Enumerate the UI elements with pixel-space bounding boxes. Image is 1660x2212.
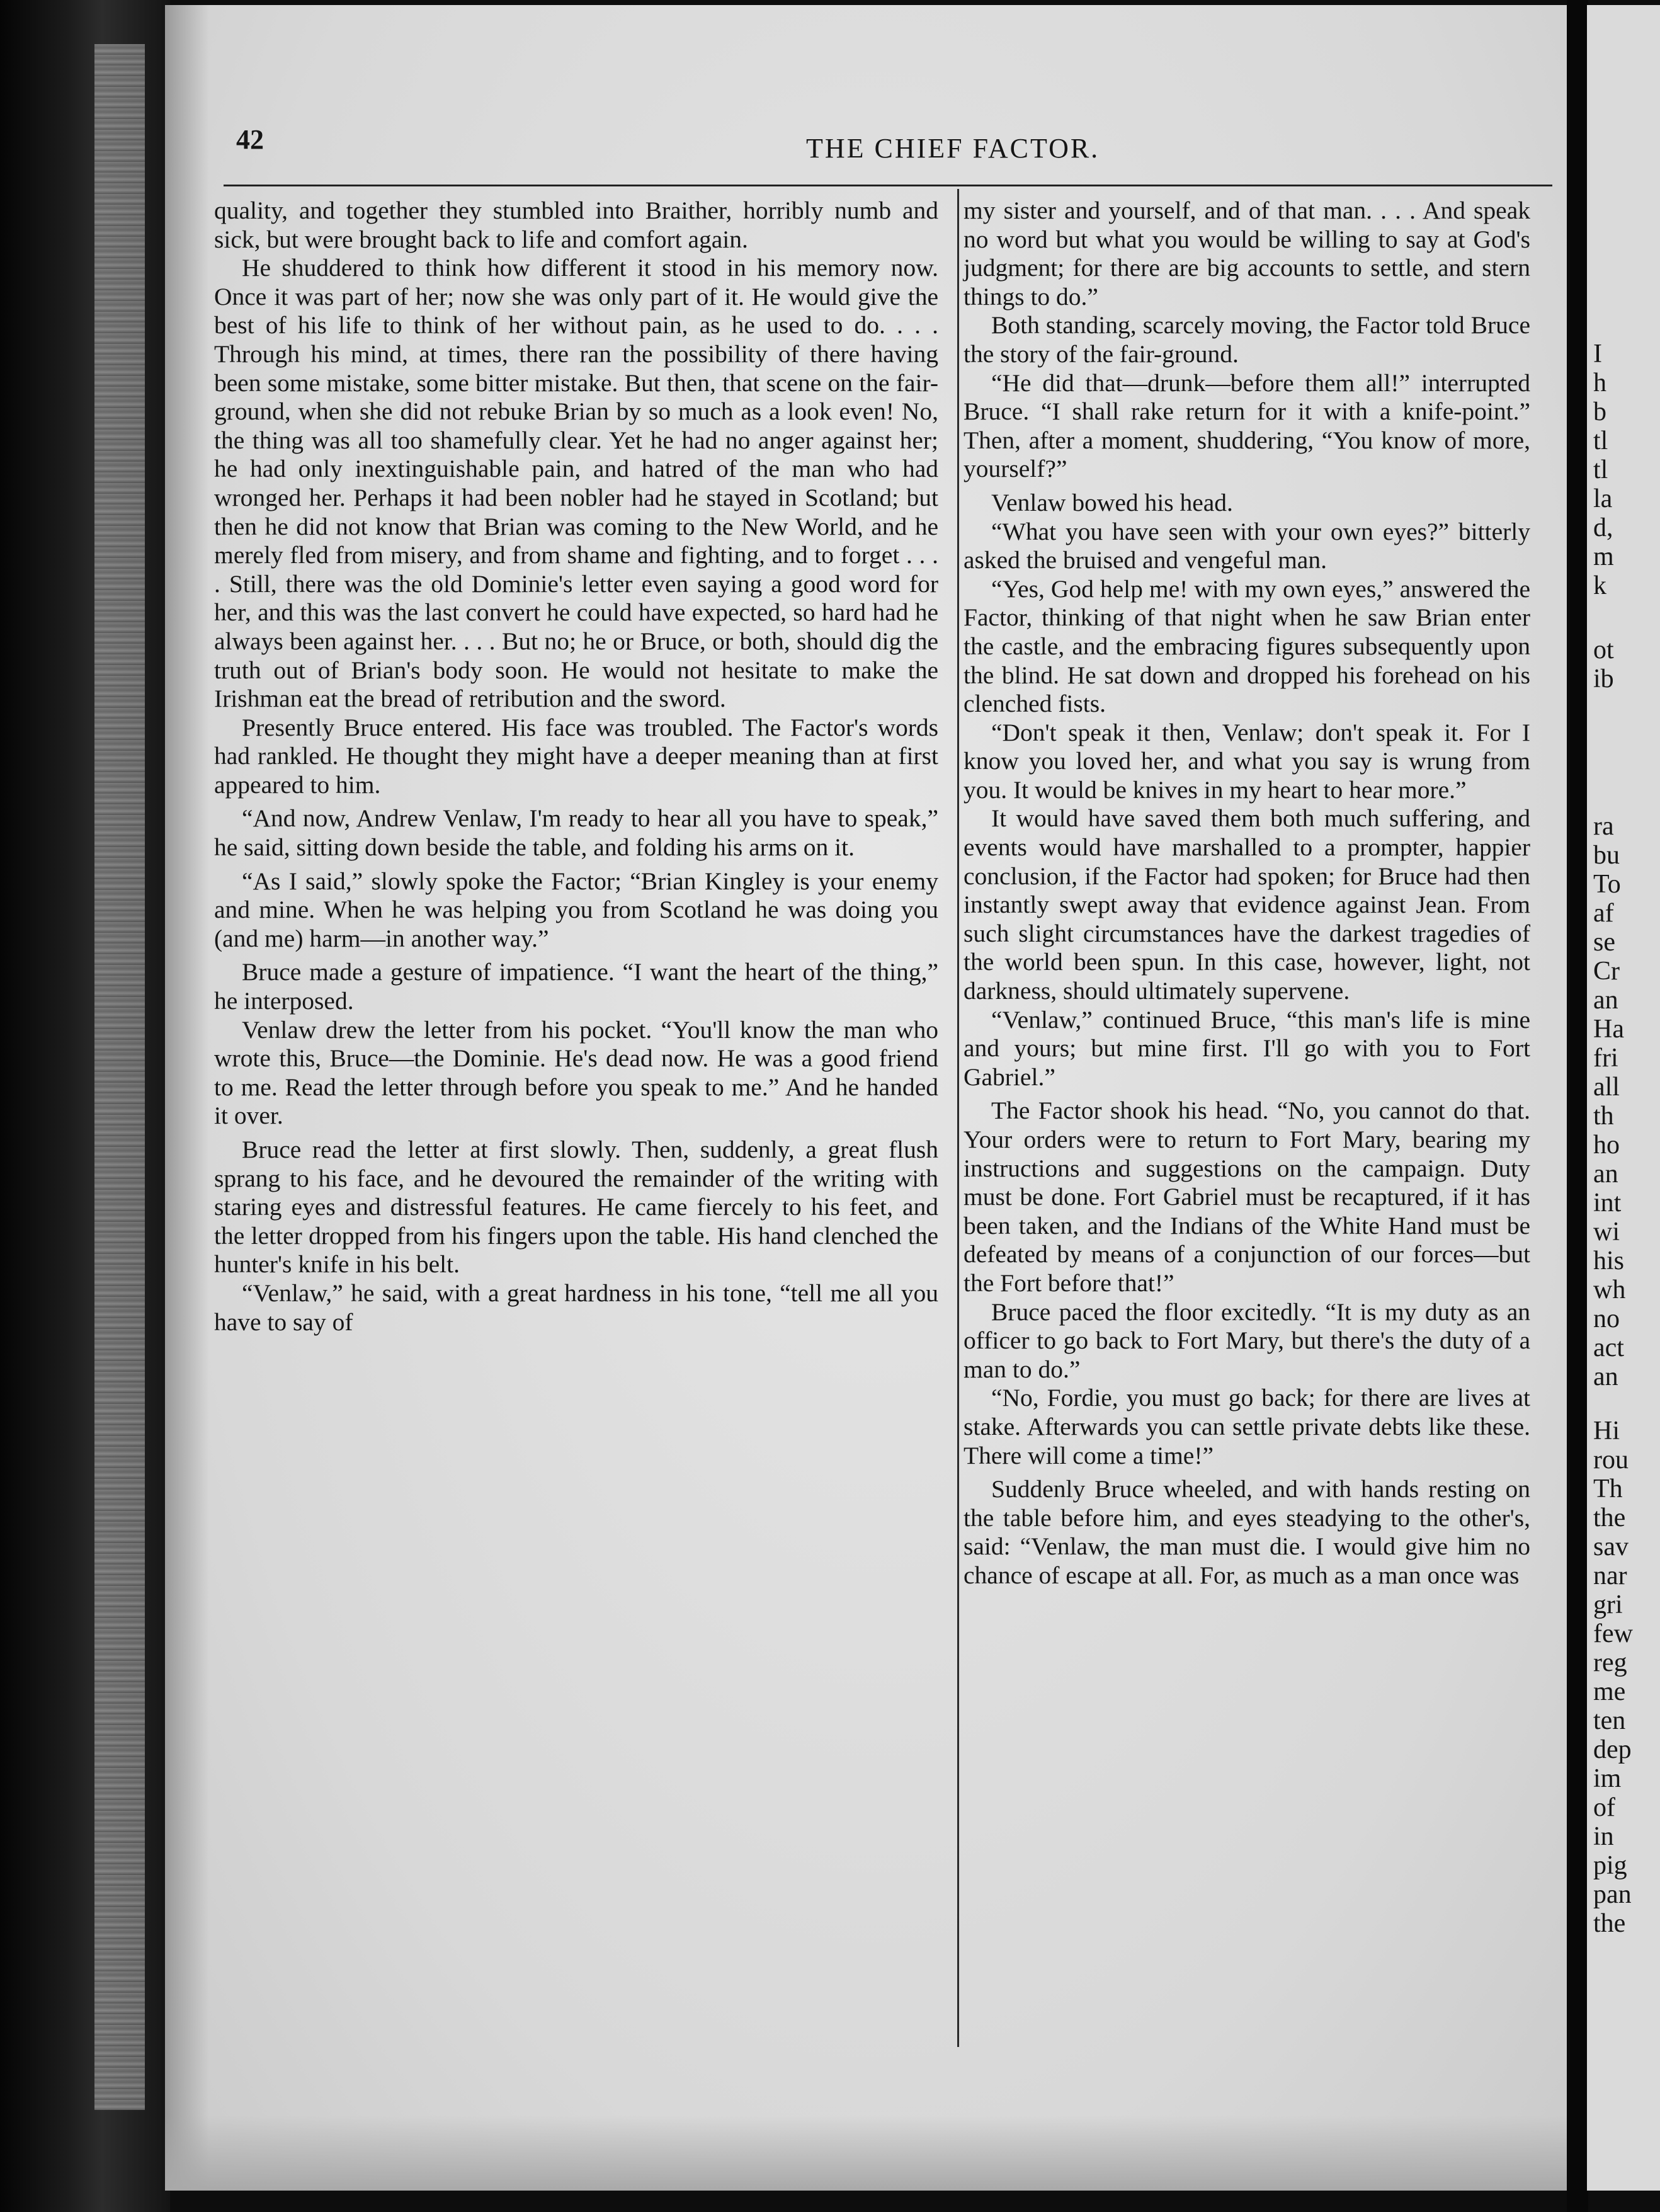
gutter-shadow (165, 5, 209, 2191)
next-page-fragment: tl (1593, 426, 1608, 455)
next-page-fragment: his (1593, 1246, 1625, 1275)
next-page-fragment: the (1593, 1909, 1626, 1938)
next-page-fragment: pan (1593, 1880, 1632, 1909)
paragraph: Suddenly Bruce wheeled, and with hands resting on the table before him, and eyes steadying to the other's, said: “Venlaw, the man must die. I would give him no chance of escape at all. For, as much as a man once was (964, 1475, 1530, 1589)
next-page-fragment: few (1593, 1619, 1633, 1648)
next-page-fragment: la (1593, 484, 1613, 513)
next-page-fragment: d, (1593, 513, 1613, 542)
next-page-fragment: m (1593, 542, 1614, 571)
next-page-fragment: tl (1593, 455, 1608, 484)
next-page-fragment: in (1593, 1822, 1614, 1851)
next-page-fragment: an (1593, 986, 1618, 1015)
next-page-fragment: me (1593, 1677, 1626, 1706)
next-page-fragment: Cr (1593, 957, 1620, 986)
paragraph: Bruce made a gesture of impatience. “I want the heart of the thing,” he interposed. (214, 958, 938, 1015)
next-page-fragment: all (1593, 1073, 1620, 1102)
next-page-fragment: Ha (1593, 1015, 1624, 1044)
page-number: 42 (236, 124, 264, 155)
next-page-fragment: of (1593, 1793, 1615, 1822)
page-bottom-shadow (165, 2115, 1581, 2191)
next-page-fragment: nar (1593, 1561, 1627, 1590)
next-page-edge (1587, 5, 1660, 2191)
next-page-fragment: ten (1593, 1706, 1626, 1735)
next-page-fragment: th (1593, 1102, 1614, 1131)
next-page-fragment: reg (1593, 1648, 1627, 1677)
next-page-fragment: rou (1593, 1445, 1629, 1474)
paragraph: Both standing, scarcely moving, the Factor told Bruce the story of the fair-ground. (964, 311, 1530, 368)
page-gap (1567, 0, 1588, 2212)
book-title: THE CHIEF FACTOR. (806, 133, 1100, 164)
next-page-fragment: Hi (1593, 1417, 1620, 1445)
next-page-fragment: wh (1593, 1275, 1626, 1304)
next-page-fragment: af (1593, 899, 1614, 928)
paragraph: Bruce read the letter at first slowly. Then, suddenly, a great flush sprang to his face, and he devoured the remainder of the writing with staring eyes and distressful features. He came fiercely to his feet, and the letter dropped from his fingers upon the table. His hand clenched the hunter's knife in his belt. (214, 1136, 938, 1279)
running-head (0, 123, 1660, 168)
next-page-fragment: k (1593, 571, 1606, 600)
right-column (964, 197, 1530, 2055)
next-page-fragment: fri (1593, 1044, 1618, 1073)
next-page-fragment: se (1593, 928, 1615, 957)
next-page-fragment: sav (1593, 1532, 1629, 1561)
paragraph: The Factor shook his head. “No, you cannot do that. Your orders were to return to Fort Mary, bearing my instructions and suggestions on the campaign. Duty must be done. Fort Gabriel must be recaptured, if it has been taken, and the Indians of the White Hand must be defeated by means of a conjunction of our forces—but the Fort before that!” (964, 1097, 1530, 1297)
paragraph: “What you have seen with your own eyes?” bitterly asked the bruised and vengeful man. (964, 517, 1530, 574)
next-page-fragment: dep (1593, 1735, 1632, 1764)
paragraph: “Venlaw,” he said, with a great hardness in his tone, “tell me all you have to say of (214, 1279, 938, 1336)
next-page-fragment: ib (1593, 664, 1614, 693)
next-page-fragment: pig (1593, 1851, 1627, 1880)
paragraph: Venlaw drew the letter from his pocket. “You'll know the man who wrote this, Bruce—the Dominie. He's dead now. He was a good friend to me. Read the letter through before you speak to me.” And he handed it over. (214, 1015, 938, 1130)
column-divider (957, 189, 959, 2047)
paragraph: He shuddered to think how different it stood in his memory now. Once it was part of her; now she was only part of it. He would give the best of his life to think of her without pain, as he used to do. . . . Through his mind, at times, there ran the possibility of there having been some mistake, some bitter mistake. But then, that scene on the fair-ground, when she did not rebuke Brian by so much as a look even! No, the thing was all too shamefully clear. Yet he had no anger against her; he had only inextinguishable pain, and hatred of the man who had wronged her. Perhaps it had been nobler had he stayed in Scotland; but then he did not know that Brian was coming to the New World, and he merely fled from misery, and from shame and fighting, and to forget . . . . Still, there was the old Dominie's letter even saying a good word for her, and this was the last convert he could have expected, so hard had he always been against her. . . . But no; he or Bruce, or both, should dig the truth out of Brian's body soon. He would not hesitate to make the Irishman eat the bread of retribution and the sword. (214, 254, 938, 713)
next-page-fragment: int (1593, 1189, 1622, 1217)
next-page-fragment: Th (1593, 1474, 1623, 1503)
book-spine (0, 0, 170, 2212)
next-page-fragment: gri (1593, 1590, 1623, 1619)
next-page-fragment: act (1593, 1333, 1624, 1362)
header-rule (224, 185, 1552, 186)
paragraph: “Venlaw,” continued Bruce, “this man's life is mine and yours; but mine first. I'll go with you to Fort Gabriel.” (964, 1005, 1530, 1091)
next-page-fragment: an (1593, 1362, 1618, 1391)
paragraph: Bruce paced the floor excitedly. “It is my duty as an officer to go back to Fort Mary, but there's the duty of a man to do.” (964, 1297, 1530, 1383)
paragraph: “Yes, God help me! with my own eyes,” answered the Factor, thinking of that night when he saw Brian enter the castle, and the embracing figures subsequently upon the blind. He sat down and dropped his forehead on his clenched fists. (964, 574, 1530, 718)
paragraph: my sister and yourself, and of that man. . . . And speak no word but what you would be willing to say at God's judgment; for there are big accounts to settle, and stern things to do.” (964, 197, 1530, 311)
paragraph: “Don't speak it then, Venlaw; don't speak it. For I know you loved her, and what you say is wrung from you. It would be knives in my heart to hear more.” (964, 718, 1530, 804)
page-edges (94, 44, 145, 2110)
paragraph: Presently Bruce entered. His face was troubled. The Factor's words had rankled. He thought they might have a deeper meaning than at first appeared to him. (214, 713, 938, 799)
paragraph: “As I said,” slowly spoke the Factor; “Brian Kingley is your enemy and mine. When he was helping you from Scotland he was doing you (and me) harm—in another way.” (214, 867, 938, 952)
next-page-fragment: ot (1593, 636, 1614, 664)
paragraph: quality, and together they stumbled into Braither, horribly numb and sick, but were brought back to life and comfort again. (214, 197, 938, 253)
next-page-fragment: bu (1593, 841, 1620, 870)
next-page-fragment: the (1593, 1503, 1626, 1532)
next-page-fragment: b (1593, 397, 1606, 426)
paragraph: “He did that—drunk—before them all!” interrupted Bruce. “I shall rake return for it with a knife-point.” Then, after a moment, shuddering, “You know of more, yourself?” (964, 368, 1530, 483)
next-page-fragment: ho (1593, 1131, 1620, 1160)
next-page-fragment: wi (1593, 1217, 1620, 1246)
next-page-fragment: im (1593, 1764, 1622, 1793)
paragraph: It would have saved them both much suffering, and events would have marshalled to a prompter, happier conclusion, if the Factor had spoken; for Bruce had then instantly swept away that evidence against Jean. From such slight circumstances have the darkest tragedies of the world been spun. In this case, however, light, not darkness, should ultimately supervene. (964, 804, 1530, 1005)
next-page-fragment: an (1593, 1160, 1618, 1189)
next-page-fragment: To (1593, 870, 1621, 899)
paragraph: “And now, Andrew Venlaw, I'm ready to hear all you have to speak,” he said, sitting down beside the table, and folding his arms on it. (214, 804, 938, 862)
paragraph: Venlaw bowed his head. (991, 488, 1233, 516)
next-page-fragment: ra (1593, 812, 1614, 841)
left-column (214, 197, 938, 2055)
next-page-fragment: no (1593, 1304, 1620, 1333)
paragraph: “No, Fordie, you must go back; for there are lives at stake. Afterwards you can settle private debts like these. There will come a time!” (964, 1384, 1530, 1469)
next-page-fragment: h (1593, 368, 1606, 397)
next-page-fragment: I (1593, 339, 1602, 368)
